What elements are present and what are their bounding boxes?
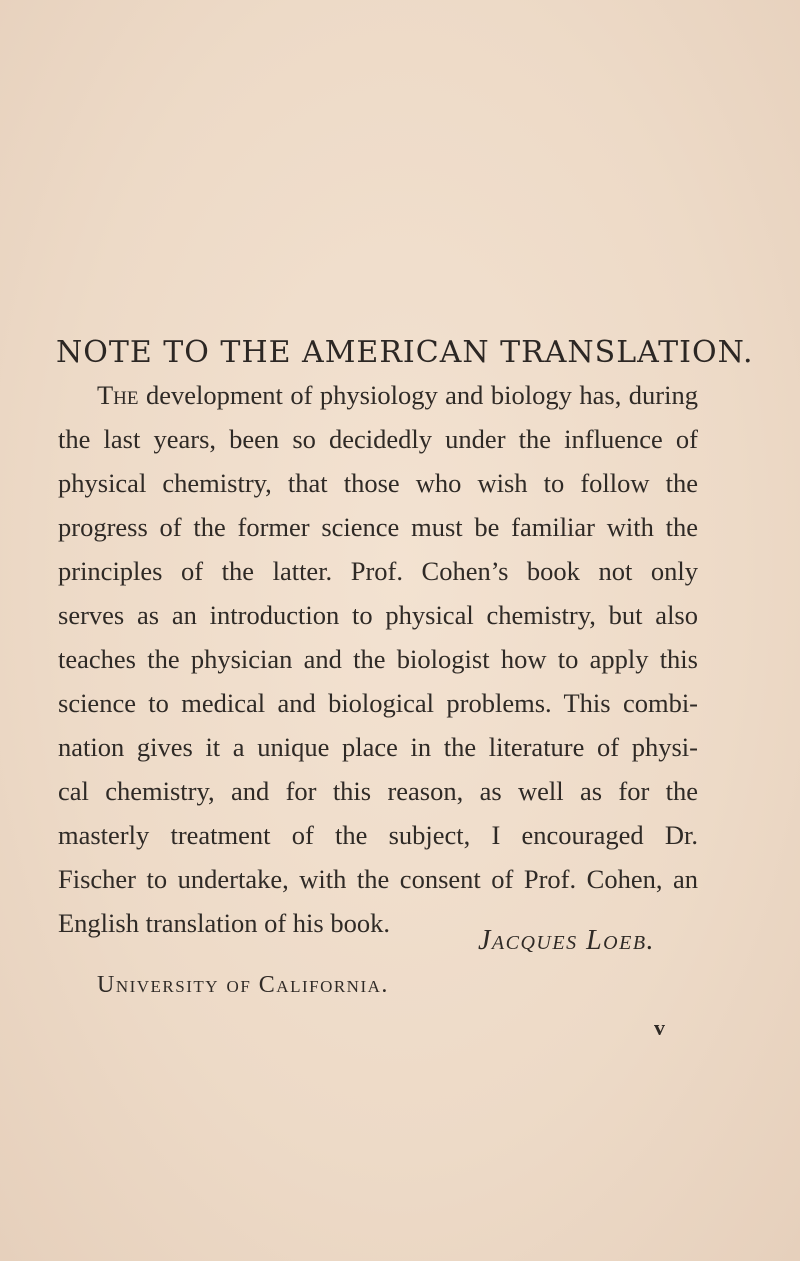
signature: Jacques Loeb. (478, 925, 656, 956)
body-line: nation gives it a unique place in the literature of physi- (58, 732, 698, 762)
body-line: English translation of his book. (58, 908, 390, 938)
page-number: v (654, 1015, 665, 1040)
body-line: principles of the latter. Prof. Cohen’s book not only (58, 556, 698, 586)
body-line: cal chemistry, and for this reason, as well as for the (58, 776, 698, 806)
body-line: masterly treatment of the subject, I encouraged Dr. (58, 820, 698, 850)
body-line: science to medical and biological problems. This combi- (58, 688, 698, 718)
body-line: serves as an introduction to physical chemistry, but also (58, 600, 698, 630)
affiliation: University of California. (97, 972, 389, 998)
lead-word: The (97, 380, 139, 410)
body-line: Fischer to undertake, with the consent of Prof. Cohen, an (58, 864, 698, 894)
body-line: progress of the former science must be familiar with the (58, 512, 698, 542)
page-title: NOTE TO THE AMERICAN TRANSLATION. (56, 335, 754, 370)
body-line: the last years, been so decidedly under the influence of (58, 424, 698, 454)
body-line: physical chemistry, that those who wish to follow the (58, 468, 698, 498)
body-line: The development of physiology and biology has, during (97, 380, 698, 410)
body-line: teaches the physician and the biologist how to apply this (58, 644, 698, 674)
